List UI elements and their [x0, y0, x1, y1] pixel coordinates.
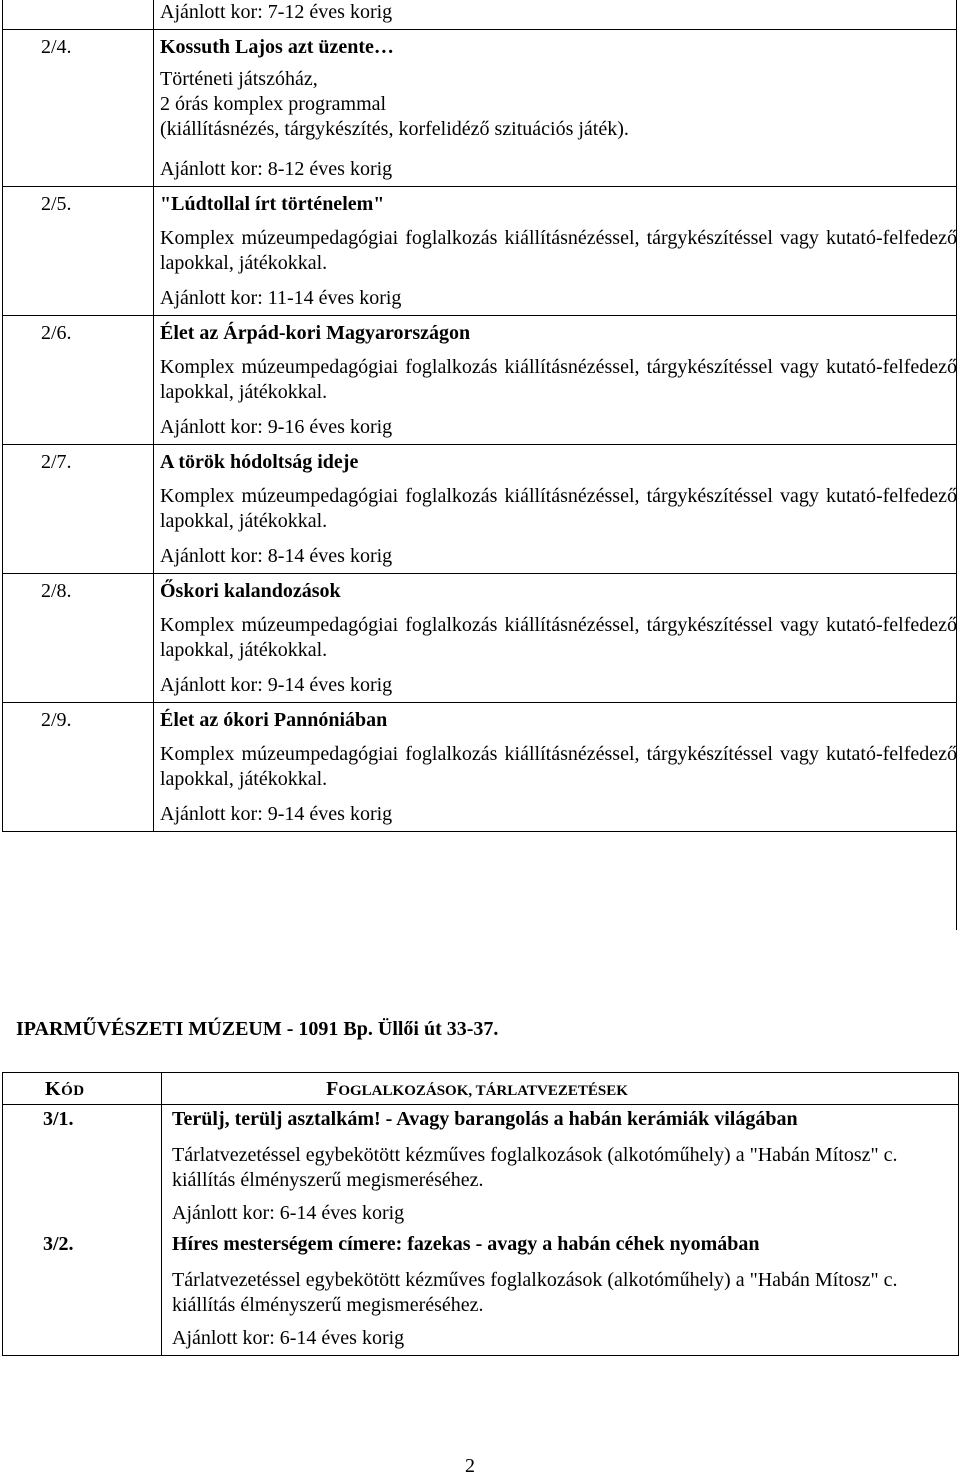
code-cell — [3, 574, 154, 703]
code-cell — [3, 1230, 162, 1356]
code-cell — [3, 0, 154, 30]
desc-line: (kiállításnézés, tárgykészítés, korfelidéző szituációs játék). — [160, 118, 629, 140]
program-code: 3/1. — [43, 1108, 74, 1130]
age-text: Ajánlott kor: 7-12 éves korig — [160, 1, 393, 23]
program-code: 2/4. — [41, 36, 72, 58]
age-text: Ajánlott kor: 6-14 éves korig — [172, 1327, 405, 1349]
programs-table-2 — [2, 1072, 959, 1356]
page-number: 2 — [465, 1455, 475, 1477]
program-description: Komplex múzeumpedagógiai foglalkozás kiállításnézéssel, tárgykészítéssel vagy kutató-felfedező lapokkal, játékokkal. — [160, 614, 957, 661]
header-content-cell — [162, 1073, 959, 1105]
program-title: Élet az ókori Pannóniában — [160, 709, 388, 731]
desc-line: 2 órás komplex programmal — [160, 93, 387, 115]
content-cell — [154, 187, 958, 316]
program-title: Őskori kalandozások — [160, 580, 341, 602]
content-cell — [162, 1105, 959, 1231]
code-cell — [3, 1105, 162, 1231]
program-code: 2/9. — [41, 709, 72, 731]
table-row — [3, 1230, 959, 1356]
table-row — [3, 445, 958, 574]
program-description: Komplex múzeumpedagógiai foglalkozás kiállításnézéssel, tárgykészítéssel vagy kutató-felfedező lapokkal, játékokkal. — [160, 485, 957, 532]
table-row — [3, 0, 958, 30]
program-description: Komplex múzeumpedagógiai foglalkozás kiállításnézéssel, tárgykészítéssel vagy kutató-felfedező lapokkal, játékokkal. — [160, 227, 957, 274]
program-title: Híres mesterségem címere: fazekas - avagy a habán céhek nyomában — [172, 1233, 760, 1255]
table-header-row — [3, 1073, 959, 1105]
programs-table-1 — [2, 0, 957, 832]
table-row — [3, 187, 958, 316]
program-title: A török hódoltság ideje — [160, 451, 359, 473]
age-text: Ajánlott kor: 8-12 éves korig — [160, 158, 393, 180]
program-description: Tárlatvezetéssel egybekötött kézműves foglalkozások (alkotóműhely) a "Habán Mítosz" c. kiállítás élményszerű megismeréséhez. — [172, 1144, 898, 1191]
content-cell — [154, 703, 958, 832]
museum-heading: IPARMŰVÉSZETI MÚZEUM - 1091 Bp. Üllői út 33-37. — [16, 1018, 499, 1040]
program-code: 2/5. — [41, 193, 72, 215]
header-activities: FOGLALKOZÁSOK, TÁRLATVEZETÉSEK — [326, 1078, 628, 1100]
age-text: Ajánlott kor: 6-14 éves korig — [172, 1202, 405, 1224]
age-text: Ajánlott kor: 9-14 éves korig — [160, 674, 393, 696]
program-title: Terülj, terülj asztalkám! - Avagy barangolás a habán kerámiák világában — [172, 1108, 798, 1130]
table-row — [3, 574, 958, 703]
program-code: 3/2. — [43, 1233, 74, 1255]
program-title: Kossuth Lajos azt üzente… — [160, 36, 394, 58]
program-description: Komplex múzeumpedagógiai foglalkozás kiállításnézéssel, tárgykészítéssel vagy kutató-felfedező lapokkal, játékokkal. — [160, 356, 957, 403]
table-row — [3, 703, 958, 832]
code-cell — [3, 187, 154, 316]
age-text: Ajánlott kor: 9-14 éves korig — [160, 803, 393, 825]
code-cell — [3, 30, 154, 187]
table-row — [3, 1105, 959, 1231]
program-title: Élet az Árpád-kori Magyarországon — [160, 322, 471, 344]
program-title: "Lúdtollal írt történelem" — [160, 193, 385, 215]
program-code: 2/7. — [41, 451, 72, 473]
content-cell — [154, 30, 958, 187]
table-row — [3, 316, 958, 445]
content-cell — [162, 1230, 959, 1356]
header-code: KÓD — [45, 1078, 85, 1100]
program-code: 2/8. — [41, 580, 72, 602]
table-row — [3, 30, 958, 187]
code-cell — [3, 445, 154, 574]
code-cell — [3, 316, 154, 445]
age-text: Ajánlott kor: 9-16 éves korig — [160, 416, 393, 438]
code-cell — [3, 703, 154, 832]
age-text: Ajánlott kor: 11-14 éves korig — [160, 287, 402, 309]
content-cell — [154, 574, 958, 703]
content-cell — [154, 316, 958, 445]
program-description: Tárlatvezetéssel egybekötött kézműves foglalkozások (alkotóműhely) a "Habán Mítosz" c. kiállítás élményszerű megismeréséhez. — [172, 1269, 898, 1316]
desc-line: Történeti játszóház, — [160, 68, 318, 90]
program-code: 2/6. — [41, 322, 72, 344]
content-cell — [154, 445, 958, 574]
content-cell — [154, 0, 958, 30]
program-description: Komplex múzeumpedagógiai foglalkozás kiállításnézéssel, tárgykészítéssel vagy kutató-felfedező lapokkal, játékokkal. — [160, 743, 957, 790]
age-text: Ajánlott kor: 8-14 éves korig — [160, 545, 393, 567]
